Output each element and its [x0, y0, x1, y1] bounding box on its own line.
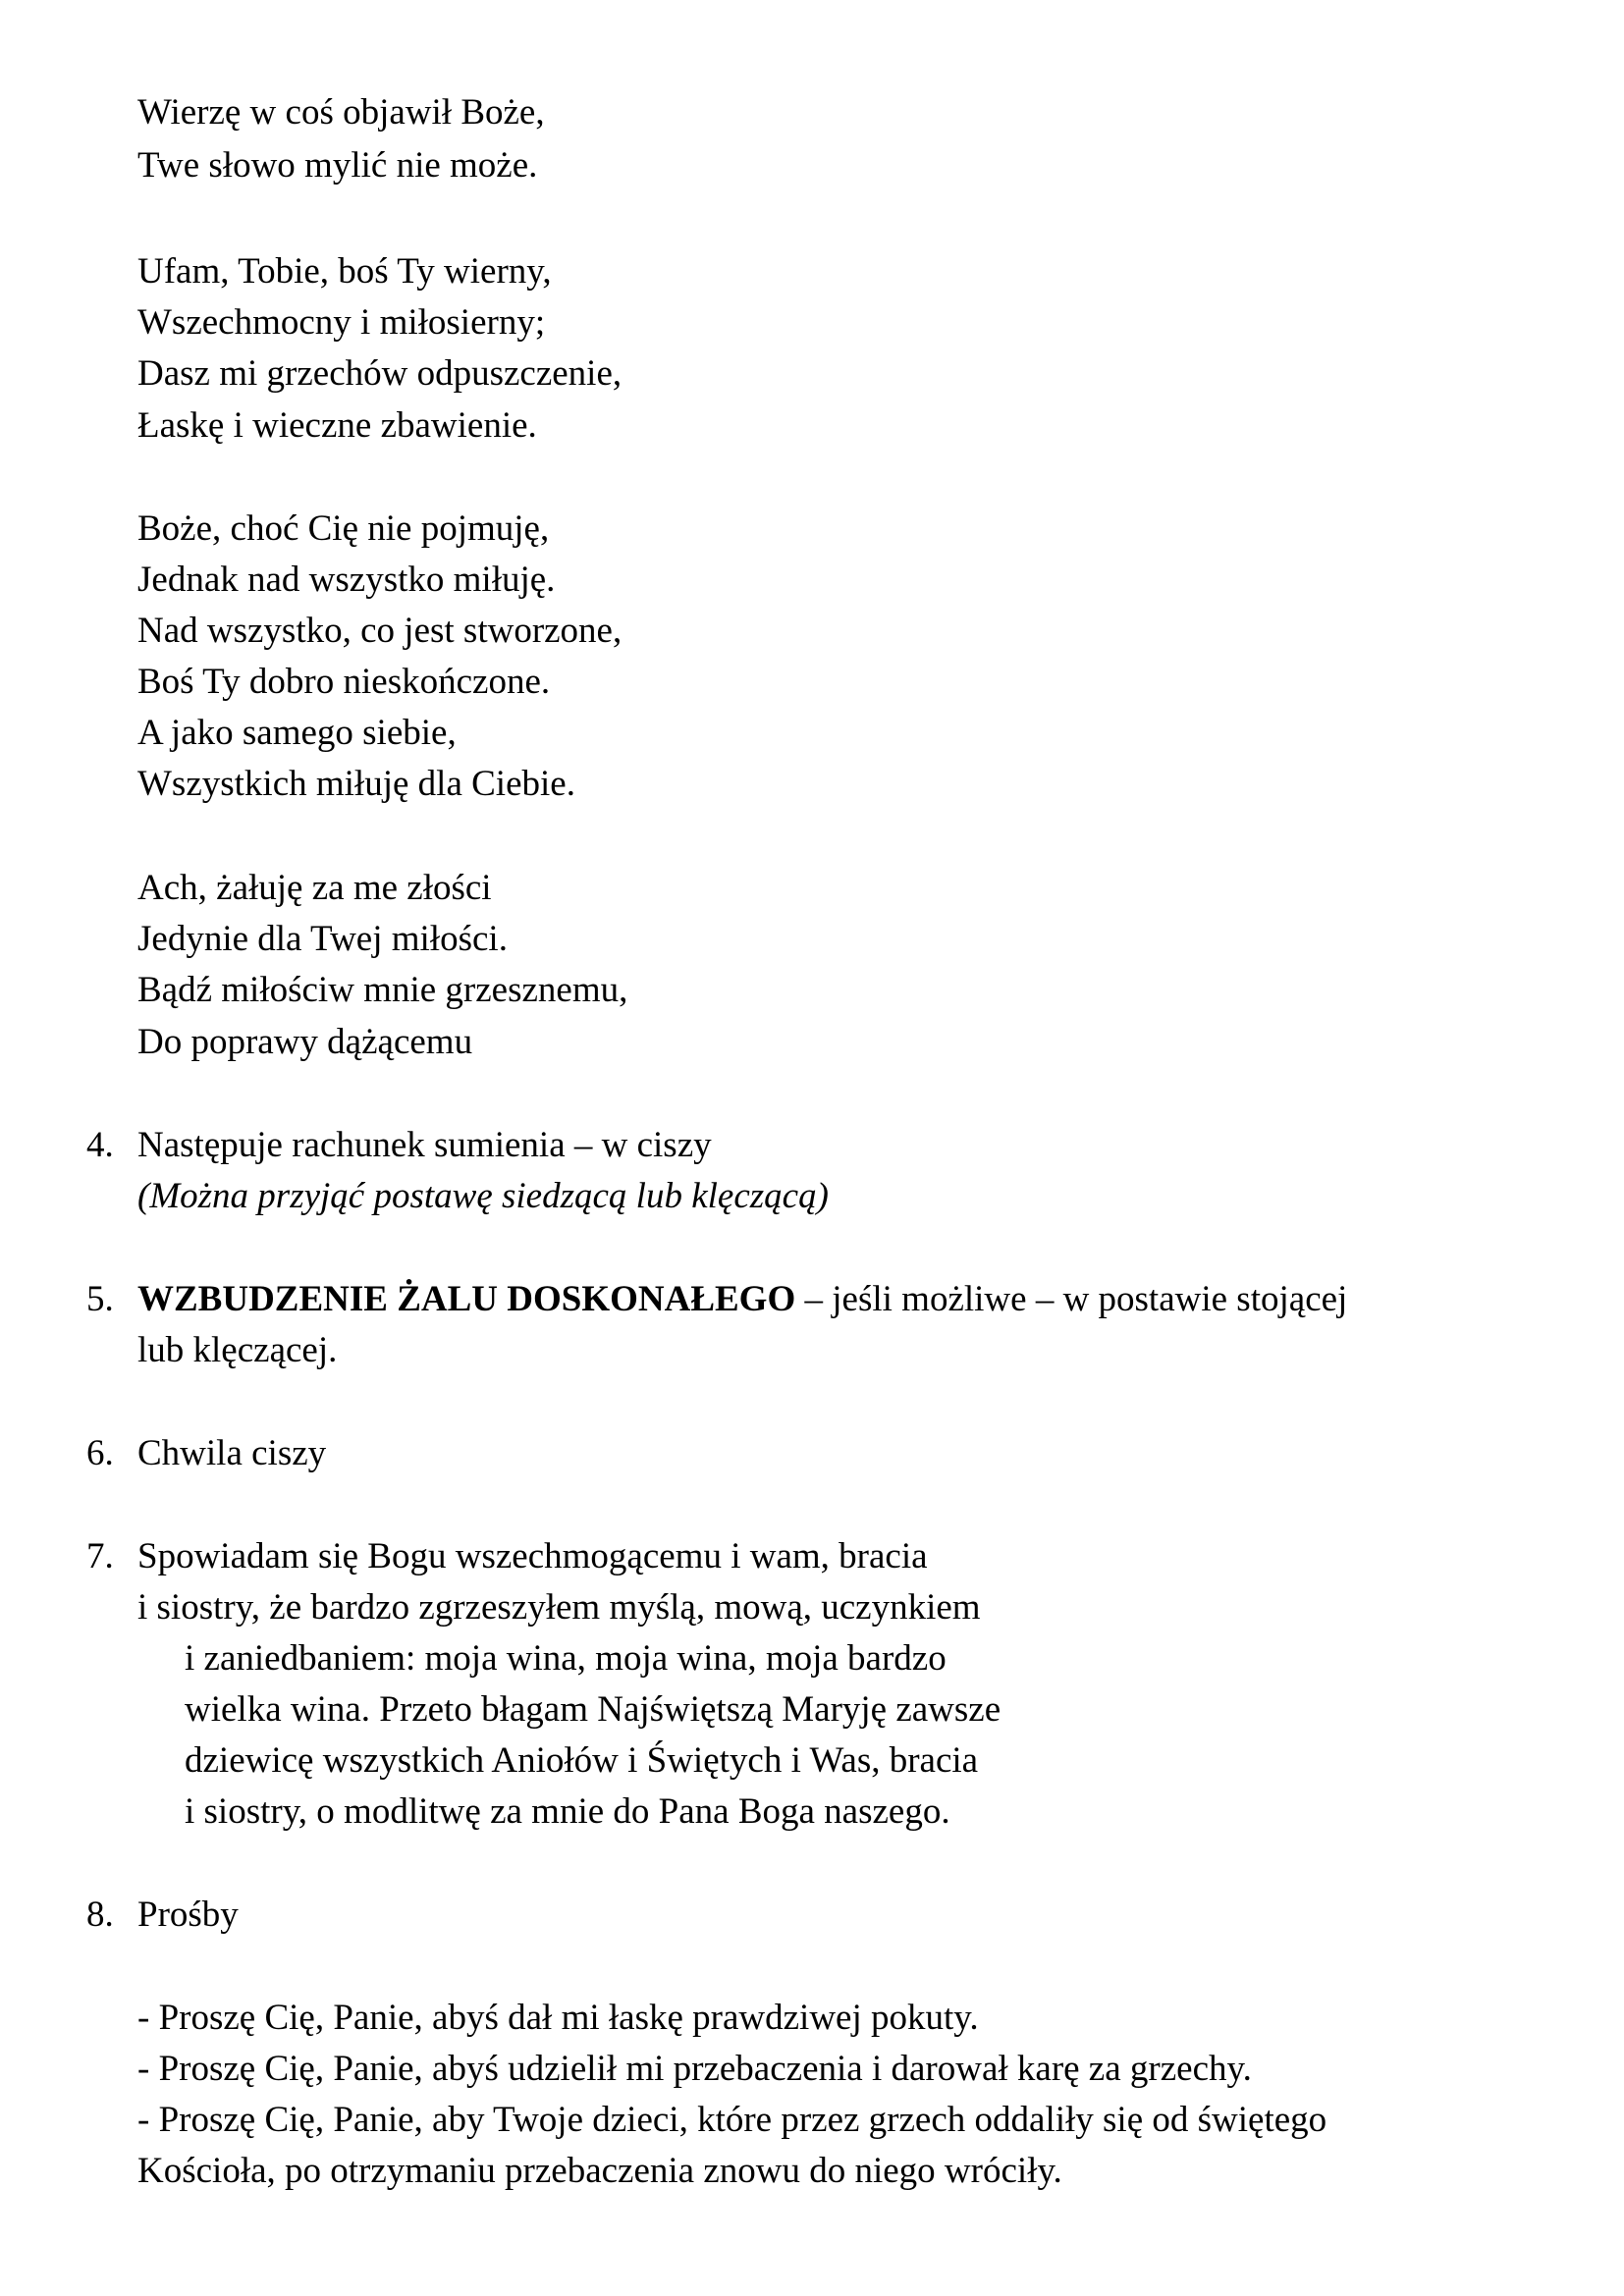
item-5-text — [137, 1281, 1347, 1317]
petition-line: - Proszę Cię, Panie, aby Twoje dzieci, które przez grzech oddaliły się od świętego — [137, 2100, 1327, 2140]
hymn-line: Wszechmocny i miłosierny; — [137, 302, 546, 343]
confiteor-line: Spowiadam się Bogu wszechmogącemu i wam, bracia — [137, 1536, 928, 1576]
hymn-line: Ufam, Tobie, boś Ty wierny, — [137, 251, 552, 292]
hymn-line: Ach, żałuję za me złości — [137, 868, 492, 908]
confiteor-line: i zaniedbaniem: moja wina, moja wina, moja bardzo — [185, 1638, 947, 1679]
hymn-line: Dasz mi grzechów odpuszczenie, — [137, 353, 623, 394]
hymn-line: Bądź miłościw mnie grzesznemu, — [137, 970, 628, 1010]
item-4-note: (Można przyjąć postawę siedzącą lub klęczącą) — [137, 1176, 829, 1216]
petition-line: Kościoła, po otrzymaniu przebaczenia znowu do niego wróciły. — [137, 2151, 1062, 2191]
item-4-text: Następuje rachunek sumienia – w ciszy — [137, 1125, 712, 1165]
confiteor-line: dziewicę wszystkich Aniołów i Świętych i Was, bracia — [185, 1740, 979, 1781]
hymn-line: Jedynie dla Twej miłości. — [137, 919, 508, 959]
item-5-rest: – jeśli możliwe – w postawie stojącej — [795, 1279, 1348, 1319]
hymn-line: Wszystkich miłuję dla Ciebie. — [137, 764, 575, 804]
item-5-heading: WZBUDZENIE ŻALU DOSKONAŁEGO — [137, 1279, 796, 1319]
hymn-line: A jako samego siebie, — [137, 713, 457, 753]
hymn-line: Twe słowo mylić nie może. — [137, 145, 538, 186]
item-5-line2: lub klęczącej. — [137, 1330, 338, 1370]
petition-line: - Proszę Cię, Panie, abyś udzielił mi przebaczenia i darował karę za grzechy. — [137, 2049, 1252, 2089]
item-number: 6. — [86, 1433, 114, 1473]
item-number: 4. — [86, 1125, 114, 1165]
confiteor-line: i siostry, że bardzo zgrzeszyłem myślą, mową, uczynkiem — [137, 1587, 981, 1628]
confiteor-line: i siostry, o modlitwę za mnie do Pana Boga naszego. — [185, 1791, 950, 1832]
hymn-line: Wierzę w coś objawił Boże, — [137, 92, 545, 133]
hymn-line: Boś Ty dobro nieskończone. — [137, 662, 551, 702]
item-8-text: Prośby — [137, 1895, 239, 1935]
item-number: 8. — [86, 1895, 114, 1935]
hymn-line: Jednak nad wszystko miłuję. — [137, 560, 556, 600]
petition-line: - Proszę Cię, Panie, abyś dał mi łaskę prawdziwej pokuty. — [137, 1998, 979, 2038]
hymn-line: Nad wszystko, co jest stworzone, — [137, 611, 623, 651]
hymn-line: Łaskę i wieczne zbawienie. — [137, 405, 537, 446]
hymn-line: Boże, choć Cię nie pojmuję, — [137, 508, 550, 549]
hymn-line: Do poprawy dążącemu — [137, 1022, 473, 1062]
confiteor-line: wielka wina. Przeto błagam Najświętszą Maryję zawsze — [185, 1689, 1001, 1730]
item-6-text: Chwila ciszy — [137, 1433, 327, 1473]
item-number: 5. — [86, 1279, 114, 1319]
item-number: 7. — [86, 1536, 114, 1576]
